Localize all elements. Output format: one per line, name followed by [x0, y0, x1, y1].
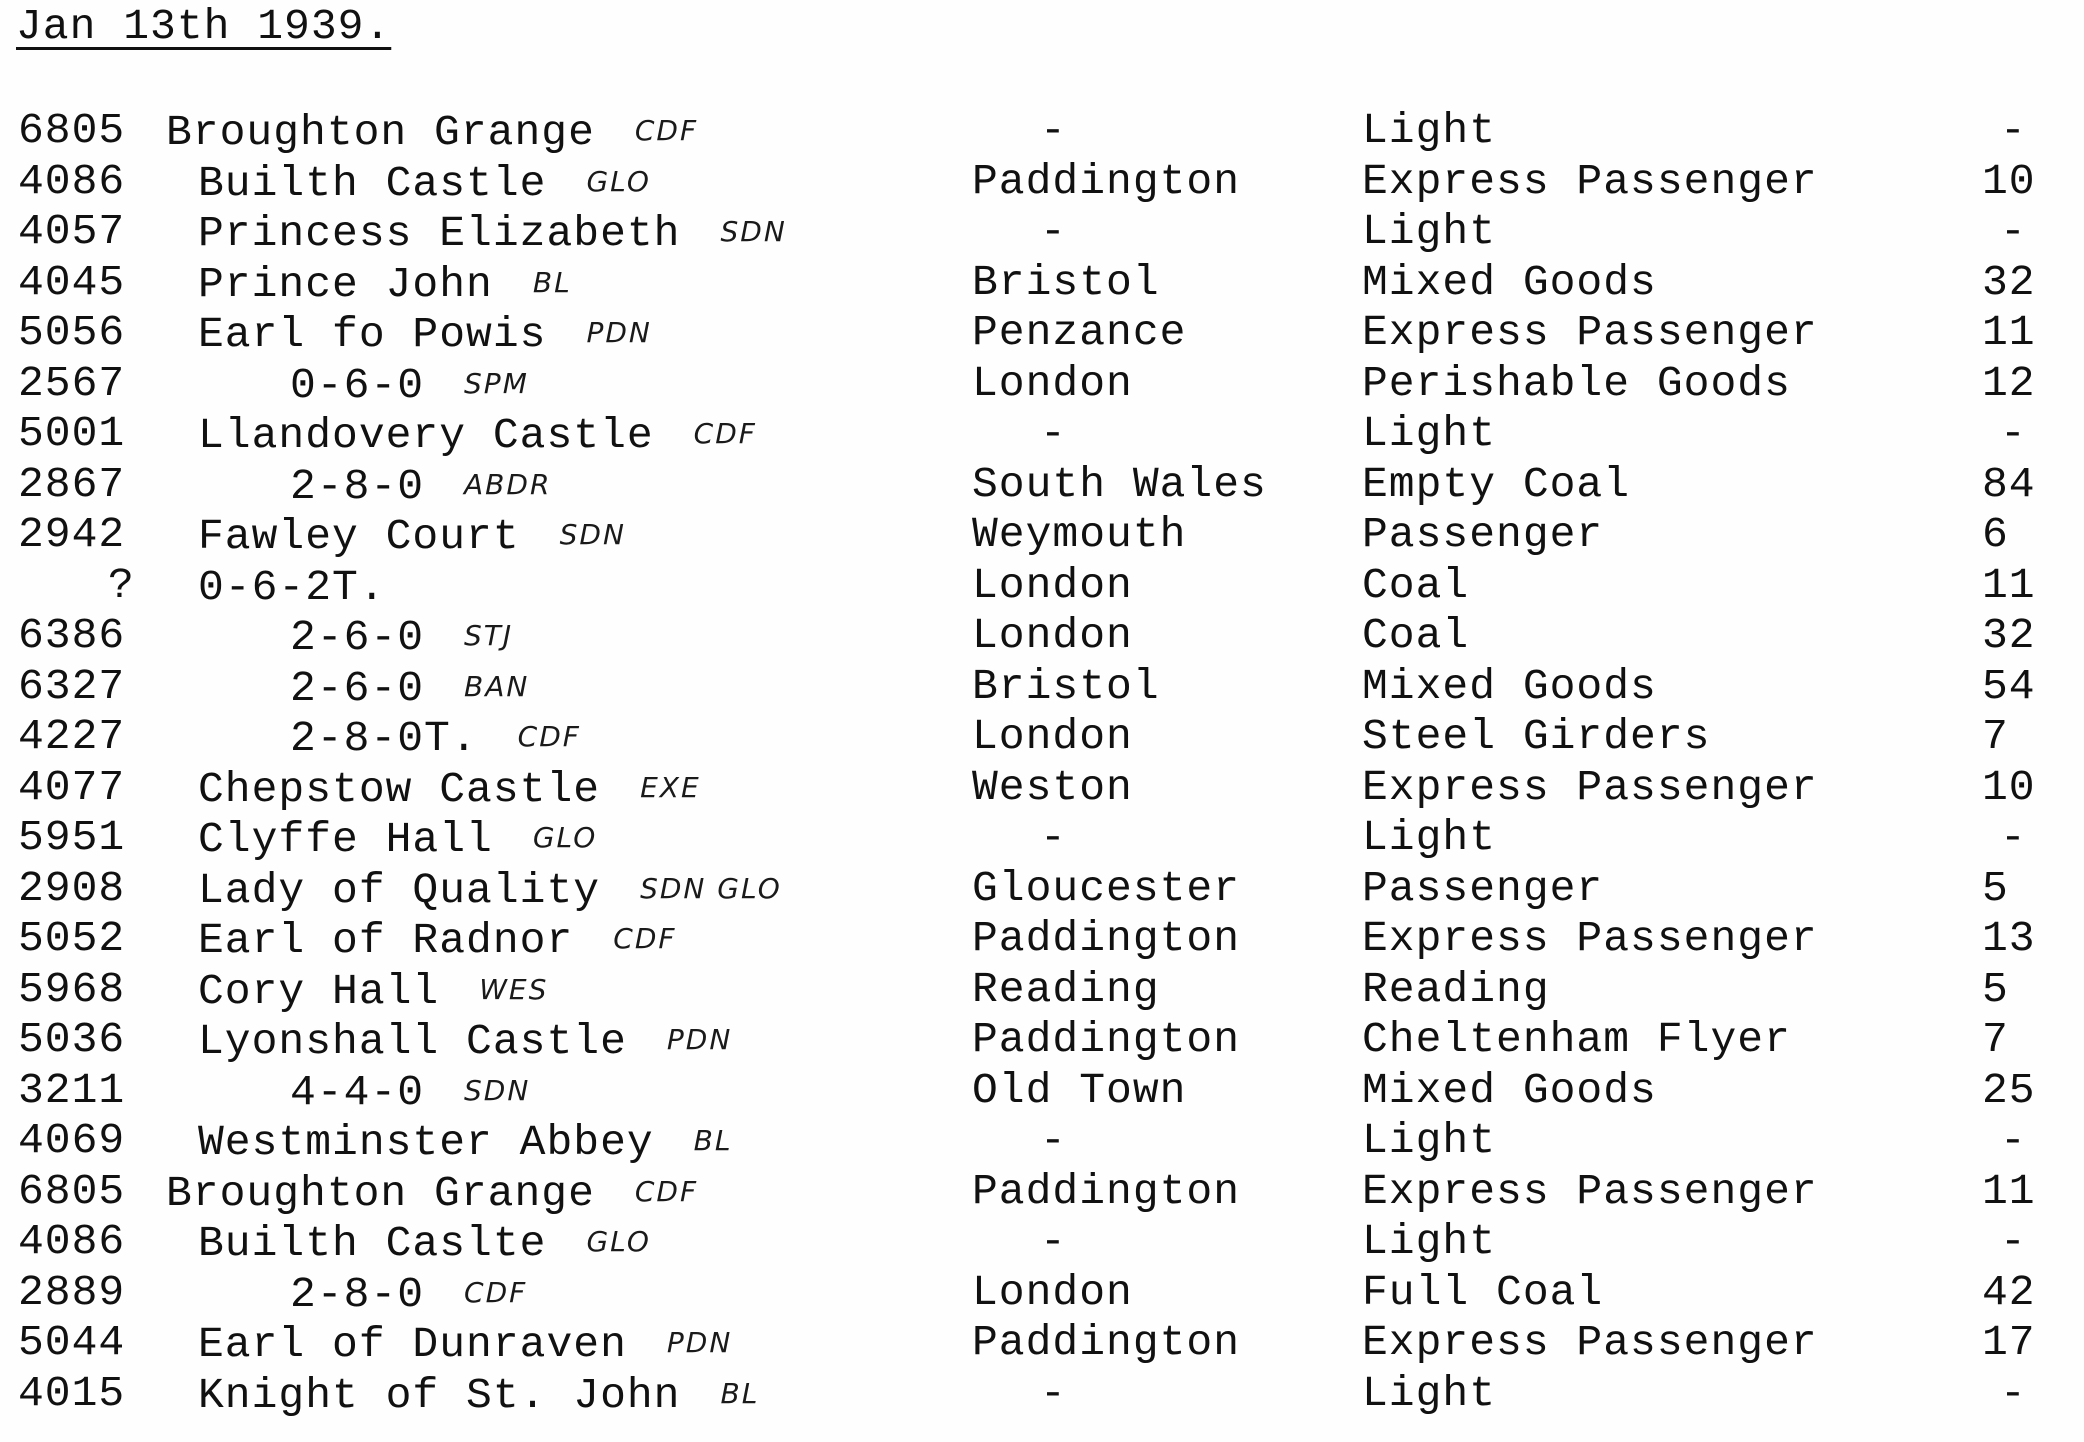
shed-code: BL — [693, 1124, 733, 1157]
train-type: Full Coal — [1362, 1267, 1604, 1317]
table-row — [0, 1066, 2084, 1117]
load-count: 11 — [1982, 308, 2036, 357]
load-count: 12 — [1982, 358, 2036, 408]
engine-number: ? — [108, 560, 135, 610]
table-row — [0, 1369, 2084, 1420]
engine-number: 6805 — [18, 1166, 126, 1216]
train-type: Mixed Goods — [1362, 661, 1657, 711]
engine-name-cell — [198, 965, 548, 1017]
engine-name: Llandovery Castle — [198, 411, 654, 460]
train-type: Passenger — [1362, 510, 1604, 559]
shed-code: BL — [720, 1376, 760, 1410]
engine-number: 2908 — [18, 863, 126, 913]
load-count: 10 — [1982, 762, 2036, 812]
destination: Bristol — [972, 661, 1160, 711]
engine-name: Westminster Abbey — [198, 1118, 654, 1167]
table-row — [0, 258, 2084, 309]
engine-name: 2-8-0 — [290, 461, 425, 511]
engine-name: Prince John — [198, 259, 493, 309]
engine-name: Fawley Court — [198, 512, 520, 561]
shed-code: GLO — [532, 821, 598, 854]
table-row — [0, 308, 2084, 359]
load-count: - — [2000, 1116, 2027, 1165]
engine-number: 5056 — [18, 308, 126, 357]
load-count: 17 — [1982, 1318, 2036, 1367]
shed-code: CDF — [693, 417, 757, 450]
train-type: Cheltenham Flyer — [1362, 1015, 1791, 1064]
load-count: 13 — [1982, 914, 2036, 963]
shed-code: SDN GLO — [640, 871, 782, 905]
load-count: 7 — [1982, 712, 2009, 761]
destination: Paddington — [972, 1318, 1241, 1367]
engine-name: 2-8-0T. — [290, 714, 478, 763]
train-type: Coal — [1362, 611, 1470, 660]
destination: London — [972, 560, 1133, 610]
engine-name: Princess Elizabeth — [198, 209, 681, 258]
destination: Paddington — [972, 1015, 1241, 1064]
train-type: Empty Coal — [1362, 459, 1631, 509]
engine-name: Lyonshall Castle — [198, 1017, 627, 1066]
load-count: 5 — [1982, 964, 2009, 1014]
shed-code: SDN — [559, 518, 626, 551]
table-row — [0, 1015, 2084, 1066]
shed-code: CDF — [613, 922, 677, 955]
shed-code: WES — [479, 972, 549, 1006]
engine-number: 2567 — [18, 358, 126, 408]
table-row — [0, 359, 2084, 410]
engine-number: 4057 — [18, 207, 126, 256]
load-count: - — [2000, 813, 2027, 862]
destination: Weston — [972, 762, 1133, 812]
engine-name-cell — [198, 763, 701, 815]
table-row — [0, 864, 2084, 915]
engine-number: 3211 — [18, 1065, 126, 1115]
destination: Reading — [972, 964, 1160, 1014]
load-count: - — [2000, 207, 2027, 256]
engine-name-cell — [198, 409, 757, 461]
destination: - — [1040, 207, 1067, 256]
table-row — [0, 207, 2084, 258]
load-count: 25 — [1982, 1065, 2036, 1115]
train-type: Light — [1362, 813, 1497, 862]
train-type: Express Passenger — [1362, 1166, 1818, 1216]
train-type: Light — [1362, 106, 1497, 155]
table-row — [0, 561, 2084, 612]
engine-name-cell — [198, 561, 426, 613]
engine-name: Builth Castle — [198, 158, 547, 208]
engine-number: 4069 — [18, 1116, 126, 1165]
engine-name: 0-6-2T. — [198, 562, 386, 612]
destination: Paddington — [972, 914, 1241, 963]
locomotive-list — [0, 106, 2084, 1419]
engine-name: Broughton Grange — [166, 1168, 595, 1218]
engine-name-cell — [198, 1318, 732, 1370]
train-type: Express Passenger — [1362, 156, 1818, 206]
engine-name: Earl of Radnor — [198, 916, 574, 965]
engine-name: 2-8-0 — [290, 1269, 425, 1319]
train-type: Reading — [1362, 964, 1550, 1014]
engine-name: Lady of Quality — [198, 865, 601, 915]
engine-number: 5951 — [18, 813, 126, 862]
shed-code: CDF — [634, 114, 699, 147]
load-count: 7 — [1982, 1015, 2009, 1064]
destination: - — [1040, 409, 1067, 458]
table-row — [0, 409, 2084, 460]
destination: - — [1040, 813, 1067, 862]
engine-number: 5044 — [18, 1318, 126, 1367]
engine-name: Earl of Dunraven — [198, 1320, 627, 1369]
table-row — [0, 1268, 2084, 1319]
shed-code: SDN — [464, 1073, 531, 1107]
engine-number: 5968 — [18, 964, 126, 1014]
engine-name: Cory Hall — [198, 966, 440, 1016]
shed-code: PDN — [666, 1326, 733, 1359]
shed-code: PDN — [666, 1023, 733, 1056]
load-count: 32 — [1982, 257, 2036, 307]
destination: Penzance — [972, 308, 1187, 357]
load-count: - — [2000, 1368, 2027, 1418]
shed-code: SPM — [464, 366, 529, 400]
load-count: 6 — [1982, 510, 2009, 559]
load-count: 32 — [1982, 611, 2036, 660]
shed-code: PDN — [586, 316, 652, 349]
page-title: Jan 13th 1939. — [16, 2, 392, 51]
shed-code: ABDR — [464, 467, 552, 501]
table-row — [0, 662, 2084, 713]
engine-name: Broughton Grange — [166, 108, 595, 157]
engine-name-cell — [290, 662, 529, 714]
engine-name: 0-6-0 — [290, 360, 425, 410]
destination: London — [972, 1267, 1133, 1317]
engine-name: Clyffe Hall — [198, 815, 493, 864]
destination: London — [972, 358, 1133, 408]
engine-name-cell — [166, 106, 698, 158]
table-row — [0, 965, 2084, 1016]
engine-name-cell — [290, 1066, 530, 1118]
train-type: Passenger — [1362, 863, 1604, 913]
table-row — [0, 157, 2084, 208]
engine-name-cell — [198, 157, 651, 209]
engine-name-cell — [198, 258, 572, 310]
engine-name-cell — [290, 712, 581, 764]
engine-name-cell — [290, 359, 529, 411]
train-type: Light — [1362, 207, 1497, 256]
shed-code: CDF — [517, 720, 581, 753]
train-type: Express Passenger — [1362, 762, 1818, 812]
engine-number: 4045 — [18, 257, 126, 307]
engine-number: 4077 — [18, 762, 126, 812]
shed-code: CDF — [464, 1275, 528, 1309]
shed-code: GLO — [586, 1225, 651, 1258]
engine-name: 2-6-0 — [290, 663, 425, 713]
engine-name-cell — [198, 1116, 732, 1168]
shed-code: BAN — [464, 669, 530, 703]
engine-name-cell — [198, 1217, 651, 1269]
destination: Bristol — [972, 257, 1160, 307]
engine-number: 2942 — [18, 510, 126, 559]
shed-code: BL — [532, 265, 572, 299]
engine-number: 4015 — [18, 1368, 126, 1418]
engine-name: Chepstow Castle — [198, 764, 601, 814]
engine-name: Knight of St. John — [198, 1370, 681, 1420]
engine-number: 6805 — [18, 106, 126, 155]
destination: London — [972, 611, 1133, 660]
table-row — [0, 763, 2084, 814]
table-row — [0, 813, 2084, 864]
load-count: 54 — [1982, 661, 2036, 711]
load-count: - — [2000, 1217, 2027, 1266]
destination: - — [1040, 1217, 1067, 1266]
train-type: Express Passenger — [1362, 914, 1818, 963]
engine-name-cell — [198, 864, 782, 916]
engine-number: 4086 — [18, 156, 126, 206]
destination: - — [1040, 1368, 1067, 1418]
train-type: Express Passenger — [1362, 308, 1818, 357]
destination: - — [1040, 106, 1067, 155]
engine-name-cell — [198, 1369, 759, 1421]
load-count: - — [2000, 409, 2027, 458]
train-type: Light — [1362, 1217, 1497, 1266]
engine-number: 2867 — [18, 459, 126, 509]
load-count: 11 — [1982, 1166, 2036, 1216]
shed-code: CDF — [634, 1174, 699, 1208]
table-row — [0, 1318, 2084, 1369]
table-row — [0, 914, 2084, 965]
train-type: Coal — [1362, 560, 1470, 610]
engine-number: 6386 — [18, 611, 126, 660]
destination: Old Town — [972, 1065, 1187, 1115]
engine-name-cell — [198, 914, 676, 966]
table-row — [0, 1217, 2084, 1268]
engine-number: 5036 — [18, 1015, 126, 1064]
engine-name-cell — [290, 460, 551, 512]
destination: Gloucester — [972, 863, 1241, 913]
train-type: Steel Girders — [1362, 712, 1711, 761]
engine-name: Earl fo Powis — [198, 310, 547, 359]
load-count: - — [2000, 106, 2027, 155]
engine-name: Builth Caslte — [198, 1219, 547, 1268]
table-row — [0, 1116, 2084, 1167]
engine-number: 2889 — [18, 1267, 126, 1317]
engine-number: 6327 — [18, 661, 126, 711]
table-row — [0, 712, 2084, 763]
table-row — [0, 611, 2084, 662]
engine-name-cell — [198, 308, 652, 360]
train-type: Mixed Goods — [1362, 257, 1657, 307]
table-row — [0, 510, 2084, 561]
destination: Weymouth — [972, 510, 1187, 559]
train-type: Perishable Goods — [1362, 358, 1791, 408]
shed-code: STJ — [464, 619, 514, 652]
engine-number: 4227 — [18, 712, 126, 761]
destination: - — [1040, 1116, 1067, 1165]
engine-name-cell — [290, 1268, 527, 1320]
shed-code: EXE — [640, 770, 701, 804]
engine-name-cell — [198, 1015, 732, 1067]
load-count: 84 — [1982, 459, 2036, 509]
table-row — [0, 1167, 2084, 1218]
load-count: 10 — [1982, 156, 2036, 206]
engine-name: 4-4-0 — [290, 1067, 425, 1117]
train-type: Mixed Goods — [1362, 1065, 1657, 1115]
train-type: Light — [1362, 409, 1497, 458]
shed-code: GLO — [586, 164, 651, 198]
table-row — [0, 460, 2084, 511]
engine-name: 2-6-0 — [290, 613, 425, 662]
engine-number: 5001 — [18, 409, 126, 458]
engine-name-cell — [166, 1167, 698, 1219]
load-count: 5 — [1982, 863, 2009, 913]
destination: London — [972, 712, 1133, 761]
shed-code: SDN — [720, 215, 787, 248]
engine-number: 4086 — [18, 1217, 126, 1266]
train-type: Light — [1362, 1116, 1497, 1165]
engine-name-cell — [290, 611, 513, 663]
train-type: Express Passenger — [1362, 1318, 1818, 1367]
destination: Paddington — [972, 156, 1241, 206]
engine-number: 5052 — [18, 914, 126, 963]
engine-name-cell — [198, 510, 626, 562]
engine-name-cell — [198, 207, 787, 259]
destination: Paddington — [972, 1166, 1241, 1216]
train-type: Light — [1362, 1368, 1497, 1418]
load-count: 11 — [1982, 560, 2036, 610]
destination: South Wales — [972, 459, 1267, 509]
engine-name-cell — [198, 813, 597, 865]
table-row — [0, 106, 2084, 157]
load-count: 42 — [1982, 1267, 2036, 1317]
